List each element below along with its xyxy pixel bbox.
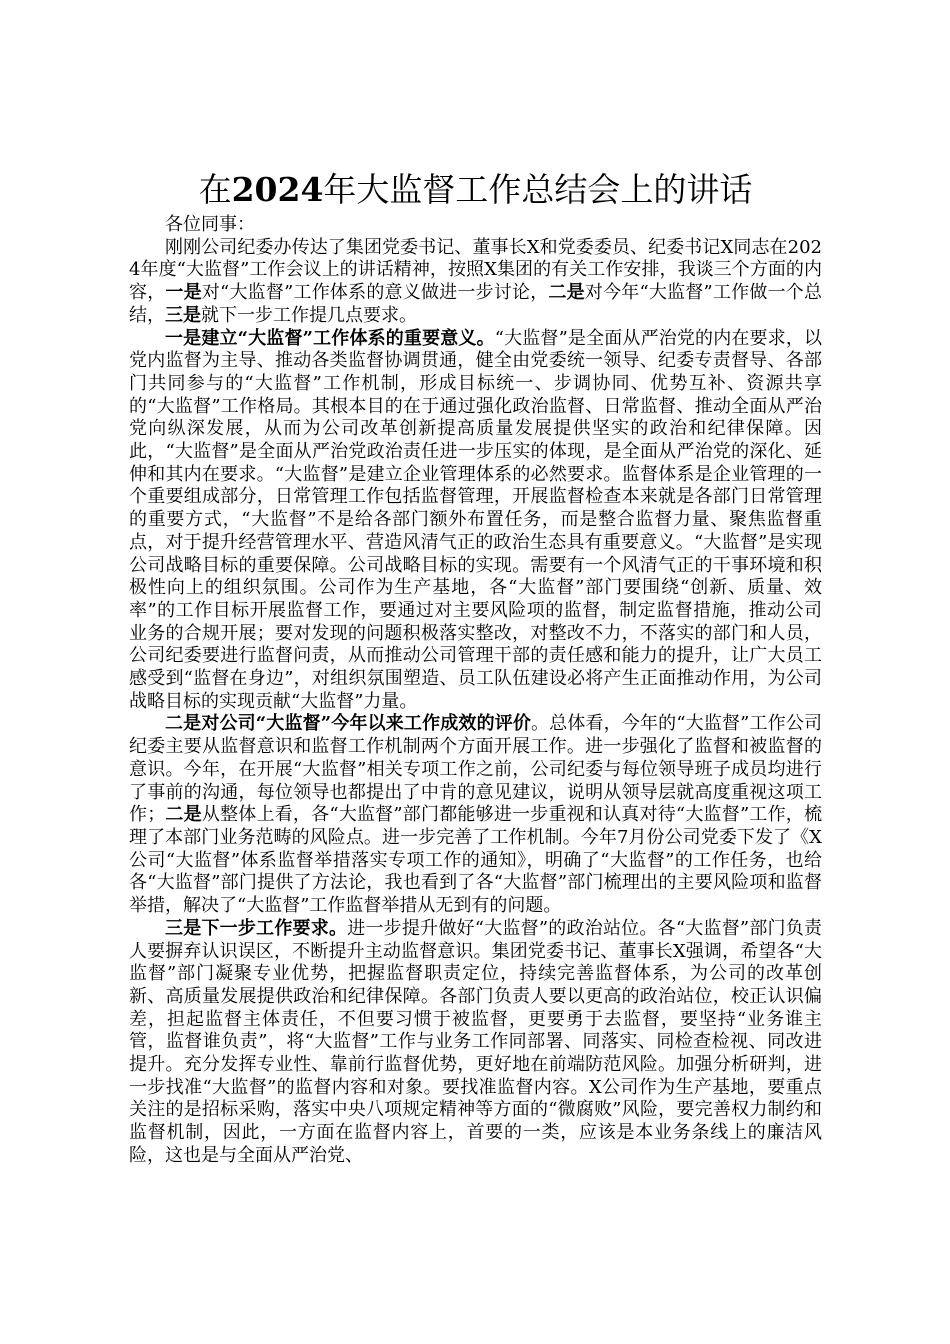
document-page <box>129 168 822 1168</box>
document-body <box>129 214 822 1168</box>
paragraph-section-3 <box>129 918 822 1168</box>
intro-bold-2: 二是 <box>548 282 585 304</box>
paragraph-section-2 <box>129 713 822 917</box>
title-year: 2024 <box>231 170 324 209</box>
section-2-bold: 二是 <box>165 804 202 826</box>
intro-text-2: 对“大监督”工作体系的意义做进一步讨论， <box>201 282 549 304</box>
section-2-text-2: 从整体上看，各“大监督”部门都能够进一步重视和认真对待“大监督”工作，梳理了本部门业务范畴的风险点。进一步完善了工作机制。今年7月份公司党委下发了《X公司“大监督”体系监督举措落实专项工作的通知》，明确了“大监督”的工作任务，也给各“大监督”部门提供了方法论，我也看到了各“大监督”部门梳理出的主要风险项和监督举措，解决了“大监督”工作监督举措从无到有的问题。 <box>129 804 823 917</box>
section-1-text: “大监督”是全面从严治党的内在要求，以党内监督为主导、推动各类监督协调贯通，健全由党委统一领导、纪委专责督导、各部门共同参与的“大监督”工作机制，形成目标统一、步调协同、优势互补、资源共享的“大监督”工作格局。其根本目的在于通过强化政治监督、日常监督、推动全面从严治党向纵深发展，从而为公司改革创新提高质量发展提供坚实的政治和纪律保障。因此，“大监督”是全面从严治党政治责任进一步压实的体现，是全面从严治党的深化、延伸和其内在要求。“大监督”是建立企业管理体系的必然要求。监督体系是企业管理的一个重要组成部分，日常管理工作包括监督管理，开展监督检查本来就是各部门日常管理的重要方式，“大监督”不是给各部门额外布置任务，而是整合监督力量、聚焦监督重点，对于提升经营管理水平、营造风清气正的政治生态具有重要意义。“大监督”是实现公司战略目标的重要保障。公司战略目标的实现。需要有一个风清气正的干事环境和积极性向上的组织氛围。公司作为生产基地，各“大监督”部门要围绕“创新、质量、效率”的工作目标开展监督工作，要通过对主要风险项的监督，制定监督措施，推动公司业务的合规开展；要对发现的问题积极落实整改，对整改不力，不落实的部门和人员，公司纪委要进行监督问责，从而推动公司管理干部的责任感和能力的提升，让广大员工感受到“监督在身边”，对组织氛围塑造、员工队伍建设必将产生正面推动作用，为公司战略目标的实现贡献“大监督”力量。 <box>129 327 822 712</box>
title-prefix: 在 <box>198 170 232 209</box>
section-3-text: 进一步提升做好“大监督”的政治站位。各“大监督”部门负责人要摒弃认识误区，不断提升主动监督意识。集团党委书记、董事长X强调，希望各“大监督”部门凝聚专业优势，把握监督职责定位，持续完善监督体系，为公司的改革创新、高质量发展提供政治和纪律保障。各部门负责人要以更高的政治站位，校正认识偏差，担起监督主体责任，不但要习惯于被监督，更要勇于去监督，要坚持“业务谁主管，监督谁负责”，将“大监督”工作与业务工作同部署、同落实、同检查检视、同改进提升。充分发挥专业性、靠前行监督优势，更好地在前端防范风险。加强分析研判，进一步找准“大监督”的监督内容和对象。要找准监督内容。X公司作为生产基地，要重点关注的是招标采购，落实中央八项规定精神等方面的“微腐败”风险，要完善权力制约和监督机制，因此，一方面在监督内容上，首要的一类，应该是本业务条线上的廉洁风险，这也是与全面从严治党、 <box>129 917 822 1166</box>
intro-text-4: 就下一步工作提几点要求。 <box>201 304 417 326</box>
intro-bold-3: 三是 <box>165 304 201 326</box>
section-1-heading: 一是建立“大监督”工作体系的重要意义。 <box>165 327 495 349</box>
section-2-heading: 二是对公司“大监督”今年以来工作成效的评价 <box>165 713 532 735</box>
intro-text-1: 刚刚公司纪委办传达了集团党委书记、董事长X和党委委员、纪委书记X同志在2024年度“大监督”工作会议上的讲话精神，按照X集团的有关工作安排，我谈三个方面的内容， <box>129 236 822 304</box>
paragraph-intro <box>129 237 822 328</box>
document-title <box>129 168 822 212</box>
intro-bold-1: 一是 <box>165 282 202 304</box>
section-3-heading: 三是下一步工作要求。 <box>165 917 348 939</box>
intro-text-3: 对今年“大监督”工作做一个总结， <box>129 282 823 326</box>
paragraph-section-1 <box>129 328 822 714</box>
salutation: 各位同事： <box>165 214 255 235</box>
title-suffix: 年大监督工作总结会上的讲话 <box>323 170 753 209</box>
section-2-text-1: 。总体看，今年的“大监督”工作公司纪委主要从监督意识和监督工作机制两个方面开展工作。进一步强化了监督和被监督的意识。今年，在开展“大监督”相关专项工作之前，公司纪委与每位领导班子成员均进行了事前的沟通，每位领导也都提出了中肯的意见建议，说明从领导层就高度重视这项工作； <box>129 713 822 826</box>
